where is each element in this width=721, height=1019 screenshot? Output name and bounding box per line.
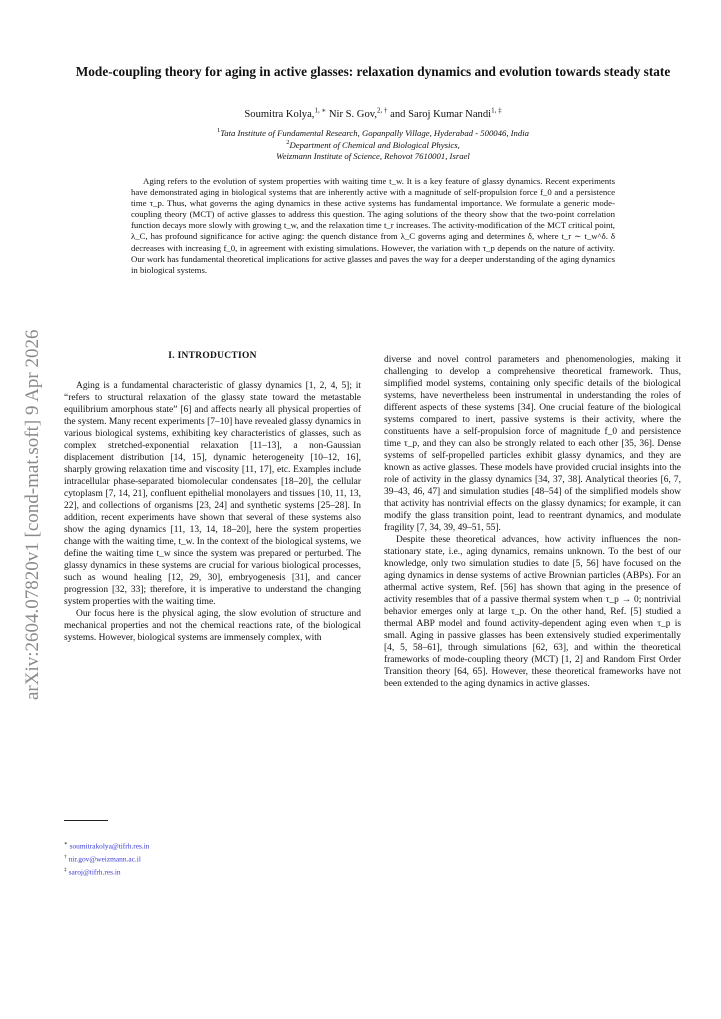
author-mark: 2, † [377,106,388,115]
abstract: Aging refers to the evolution of system properties with waiting time t_w. It is a key feature of glassy dynamics. Recent experiments have demonstrated aging in biological systems that are inherently active with a magnitude of self-propulsion force f_0 and a persistence time τ_p. Thus, what governs the aging dynamics in these active systems has fundamental importance. We formulate a generic mode-coupling theory (MCT) of active glasses to address this question. The aging solutions of the theory show that the two-point correlation function decays more slowly with growing t_w, and the relaxation time t_r increases. The activity-modification of the MCT critical point, λ_C, has profound significance for active aging: the quench distance from λ_C governs aging and determines δ, where t_r ∼ t_w^δ. δ decreases with increasing f_0, in agreement with existing simulations. However, the variation with τ_p depends on the nature of activity. Our work has fundamental theoretical implications for active glasses and paves the way for a deeper understanding of the aging dynamics in biological systems. [131,176,615,275]
affiliations [60,128,686,163]
footnote-rule [64,820,108,821]
paper-title: Mode-coupling theory for aging in active glasses: relaxation dynamics and evolution towards steady state [75,64,671,79]
affiliation-line [60,128,686,140]
footnote-mark: ∗ [64,841,68,847]
affiliation-line [60,140,686,152]
section-heading: I. INTRODUCTION [168,351,257,361]
footnote [64,852,354,865]
author-name: Nir S. Gov, [326,109,378,120]
author-list [60,108,686,121]
arxiv-stamp-svg [10,100,50,700]
author-name: and Saroj Kumar Nandi [387,109,492,120]
footnotes [64,839,354,878]
affiliation-text: Tata Institute of Fundamental Research, Gopanpally Village, Hyderabad - 500046, India [220,128,530,138]
arxiv-identifier-stamp [10,100,50,700]
email-link[interactable]: saroj@tifrh.res.in [68,867,121,877]
author-mark: 1, ‡ [491,106,502,115]
footnote-mark: ‡ [64,866,67,873]
affiliation-mark: 1 [216,127,221,135]
paragraph: Despite these theoretical advances, how activity influences the non-stationary state, i.e., aging dynamics, remains unknown. To the best of our knowledge, only two simulation studies to date [5, 56] have focused on the aging dynamics in dense systems of active Brownian particles (ABPs). For an athermal active system, Ref. [56] has shown that aging in the presence of activity resembles that of a passive thermal system when τ_p → 0; nontrivial behavior emerges only at large τ_p. On the other hand, Ref. [5] studied a thermal ABP model and found activity-dependent aging even when τ_p is small. Aging in passive glasses has been extensively studied experimentally [4, 5, 58–61], through simulations [62, 63], and within the theoretical frameworks of mode-coupling theory (MCT) [1, 2] and Random First Order Transition theory [64, 65]. However, these theoretical frameworks have not been extended to the aging dynamics in active glasses. [384,535,681,689]
affiliation-mark: 2 [286,138,290,146]
arxiv-stamp-text: arXiv:2604.07820v1 [cond-mat.soft] 9 Apr 2026 [22,329,43,700]
affiliation-text: Department of Chemical and Biological Physics, [289,139,460,150]
affiliation-line [60,151,686,163]
email-link[interactable]: nir.gov@weizmann.ac.il [68,854,141,864]
paragraph: Our focus here is the physical aging, the slow evolution of structure and mechanical properties and not the chemical reactions rate, of the biological systems. However, biological systems are immensely complex, with [64,609,361,643]
paragraph: Aging is a fundamental characteristic of glassy dynamics [1, 2, 4, 5]; it “refers to structural relaxation of the glassy state toward the metastable equilibrium amorphous state” [6] and affects nearly all physical properties of the system. Many recent experiments [7–10] have revealed glassy dynamics in various biological systems, exhibiting key characteristics of glasses, such as complex stretched-exponential relaxation [11–13], a non-Gaussian displacement distribution [14, 15], dynamic heterogeneity [10–12, 16], sharply growing relaxation time and viscosity [11, 17], etc. Examples include intracellular phase-separated biomolecular condensates [18–20], the cellular cytoplasm [7, 14, 21], confluent epithelial monolayers and tissues [10, 11, 13, 22], and collections of organisms [23, 24] and synthetic systems [25–28]. In addition, recent experiments have shown that several of these systems also show the aging dynamics [11, 13, 14, 18–20], here the system properties change with the waiting time, t_w. In the context of the biological systems, we define the waiting time t_w since the system was prepared or perturbed. The glassy dynamics in these systems are crucial for various biological processes, such as wound healing [12, 29, 30], embryogenesis [31], and cancer progression [32, 33]; therefore, it is imperative to understand the changing system properties with the waiting time. [64,381,361,607]
footnote [64,839,354,852]
footnote [64,865,354,878]
author-name: Soumitra Kolya, [244,109,315,120]
left-column [64,350,361,644]
paragraph: diverse and novel control parameters and phenomenologies, making it challenging to develop a comprehensive theoretical framework. Thus, simplified model systems, containing only specific details of the biological systems, have nevertheless been instrumental in understanding the roles of different aspects of these systems [34]. One crucial feature of the biological systems compared to inert, passive systems is their activity, where the constituents have a self-propulsion force of magnitude f_0 and persistence time τ_p, and they can also be strongly related to each other [35, 36]. Dense systems of self-propelled particles exhibit glassy dynamics, and they are known as active glasses. These models have provided crucial insights into the role of activity in the glassy dynamics [34, 37, 38]. Analytical theories [6, 7, 39–43, 46, 47] and simulation studies [48–54] of the simplified models show that activity has nontrivial effects on the glassy dynamics; for example, it can modify the glass transition point, lead to reentrant dynamics, and modulate fragility [7, 34, 39, 49–51, 55]. [384,355,681,533]
footnote-mark: † [64,853,67,860]
email-link[interactable]: soumitrakolya@tifrh.res.in [69,841,150,851]
author-mark: 1, ∗ [314,106,327,115]
right-column [384,354,681,690]
affiliation-text: Weizmann Institute of Science, Rehovot 7610001, Israel [276,151,470,161]
